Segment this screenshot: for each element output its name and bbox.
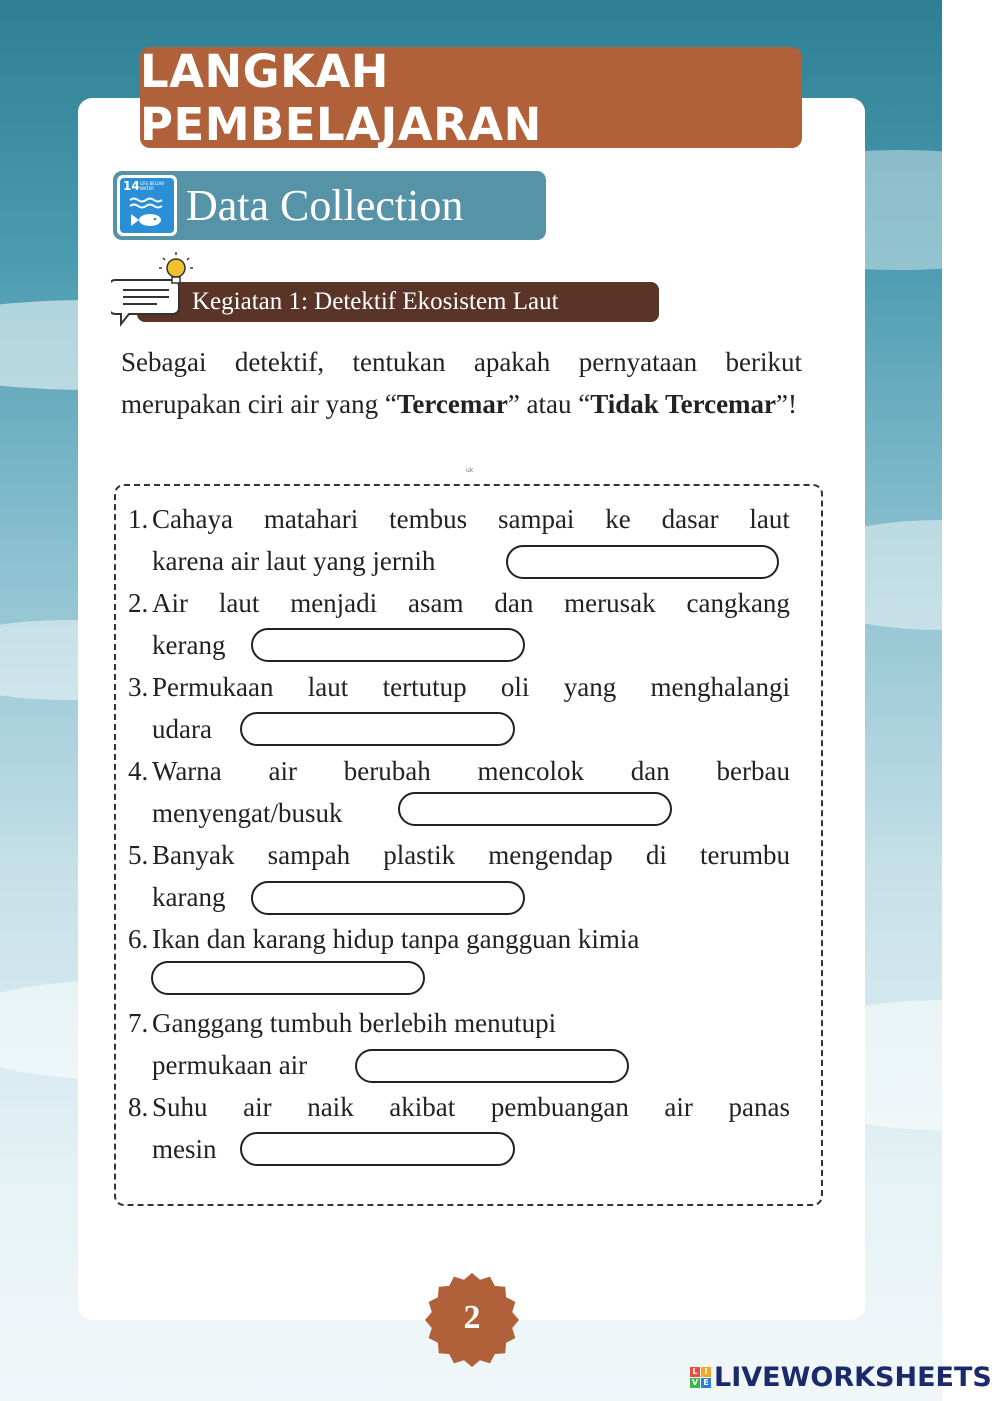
item-word: air	[664, 1092, 693, 1122]
item-word: dasar	[661, 504, 719, 534]
sdg-label: LIFE BELOW WATER	[140, 181, 164, 191]
item-word: mengendap	[488, 840, 613, 870]
logo-letter: E	[701, 1378, 711, 1388]
item-line	[152, 498, 790, 540]
item-word: plastik	[383, 840, 456, 870]
item-word: oli	[500, 672, 530, 702]
item-word: asam	[408, 588, 464, 618]
item-line	[152, 750, 790, 792]
answer-field-4[interactable]	[398, 792, 672, 826]
instruction-part: ”!	[776, 389, 798, 419]
page-title: LANGKAH PEMBELAJARAN	[140, 47, 802, 148]
item-word: air	[268, 756, 298, 786]
instruction-bold-tercemar: Tercemar	[396, 389, 508, 419]
item-word: mencolok	[477, 756, 585, 786]
page-number: 2	[463, 1299, 481, 1336]
item-number: 6.	[128, 924, 149, 954]
sdg-number: 14	[123, 179, 140, 193]
fish-icon	[120, 178, 174, 233]
item-word: dan	[630, 756, 670, 786]
item-word: berbau	[716, 756, 790, 786]
answer-field-6[interactable]	[151, 961, 425, 995]
logo-letter: L	[690, 1367, 700, 1377]
item-number: 3.	[128, 672, 149, 702]
item-word: akibat	[389, 1092, 456, 1122]
item-word: naik	[307, 1092, 354, 1122]
instruction-part: Sebagai detektif, tentukan apakah pernyataan berikut merupakan ciri air yang “	[121, 347, 802, 419]
item-line: udara	[152, 714, 212, 744]
answer-field-7[interactable]	[355, 1049, 629, 1083]
item-word: Air	[152, 588, 188, 618]
item-line: mesin	[152, 1134, 217, 1164]
answer-field-2[interactable]	[251, 628, 525, 662]
item-word: Permukaan	[152, 672, 274, 702]
activity-title: Kegiatan 1: Detektif Ekosistem Laut	[137, 282, 659, 322]
item-word: di	[645, 840, 667, 870]
liveworksheets-logo-icon	[690, 1367, 711, 1388]
brand-name: LIVEWORKSHEETS	[714, 1361, 992, 1393]
liveworksheets-logo	[690, 1361, 992, 1393]
item-line: Ganggang tumbuh berlebih menutupi	[152, 1008, 557, 1038]
item-word: tembus	[389, 504, 468, 534]
item-line: Ikan dan karang hidup tanpa gangguan kimia	[152, 924, 640, 954]
chat-lightbulb-icon	[111, 250, 201, 330]
item-line	[152, 834, 790, 876]
item-word: laut	[218, 588, 260, 618]
page-number-badge	[424, 1272, 520, 1372]
item-word: menjadi	[290, 588, 378, 618]
item-word: tertutup	[382, 672, 467, 702]
item-number: 1.	[128, 504, 149, 534]
item-word: matahari	[263, 504, 359, 534]
item-word: menghalangi	[650, 672, 790, 702]
item-word: sampah	[267, 840, 351, 870]
item-word: dan	[494, 588, 534, 618]
item-word: panas	[728, 1092, 790, 1122]
logo-letter: V	[691, 1377, 699, 1387]
item-word: laut	[749, 504, 790, 534]
item-line	[152, 582, 790, 624]
item-word: Cahaya	[152, 504, 233, 534]
item-line: kerang	[152, 630, 226, 660]
answer-field-1[interactable]	[506, 545, 779, 579]
item-word: pembuangan	[490, 1092, 629, 1122]
item-word: sampai	[497, 504, 575, 534]
item-word: terumbu	[699, 840, 790, 870]
tiny-mark: uk	[466, 467, 474, 474]
instruction-bold-tidak-tercemar: Tidak Tercemar	[590, 389, 777, 419]
item-word: ke	[605, 504, 631, 534]
item-number: 5.	[128, 840, 149, 870]
item-word: air	[243, 1092, 272, 1122]
item-word: laut	[307, 672, 349, 702]
instruction-text	[121, 341, 802, 425]
answer-field-8[interactable]	[240, 1132, 515, 1166]
answer-field-5[interactable]	[251, 881, 525, 915]
item-line: permukaan air	[152, 1050, 308, 1080]
item-word: berubah	[343, 756, 431, 786]
item-word: Suhu	[152, 1092, 208, 1122]
item-word: Warna	[152, 756, 222, 786]
item-word: merusak	[564, 588, 656, 618]
item-word: cangkang	[686, 588, 790, 618]
item-number: 7.	[128, 1008, 149, 1038]
item-number: 4.	[128, 756, 149, 786]
item-line	[152, 666, 790, 708]
item-word: Banyak	[152, 840, 235, 870]
sdg-14-icon	[117, 175, 177, 236]
logo-letter: I	[701, 1367, 711, 1377]
instruction-part: ” atau “	[507, 389, 591, 419]
item-number: 2.	[128, 588, 149, 618]
item-number: 8.	[128, 1092, 149, 1122]
item-line	[152, 1086, 790, 1128]
item-line: karang	[152, 882, 226, 912]
section-title: Data Collection	[186, 181, 464, 230]
item-word: yang	[563, 672, 617, 702]
answer-field-3[interactable]	[240, 712, 515, 746]
item-line: menyengat/busuk	[152, 798, 343, 828]
item-line: karena air laut yang jernih	[152, 546, 436, 576]
